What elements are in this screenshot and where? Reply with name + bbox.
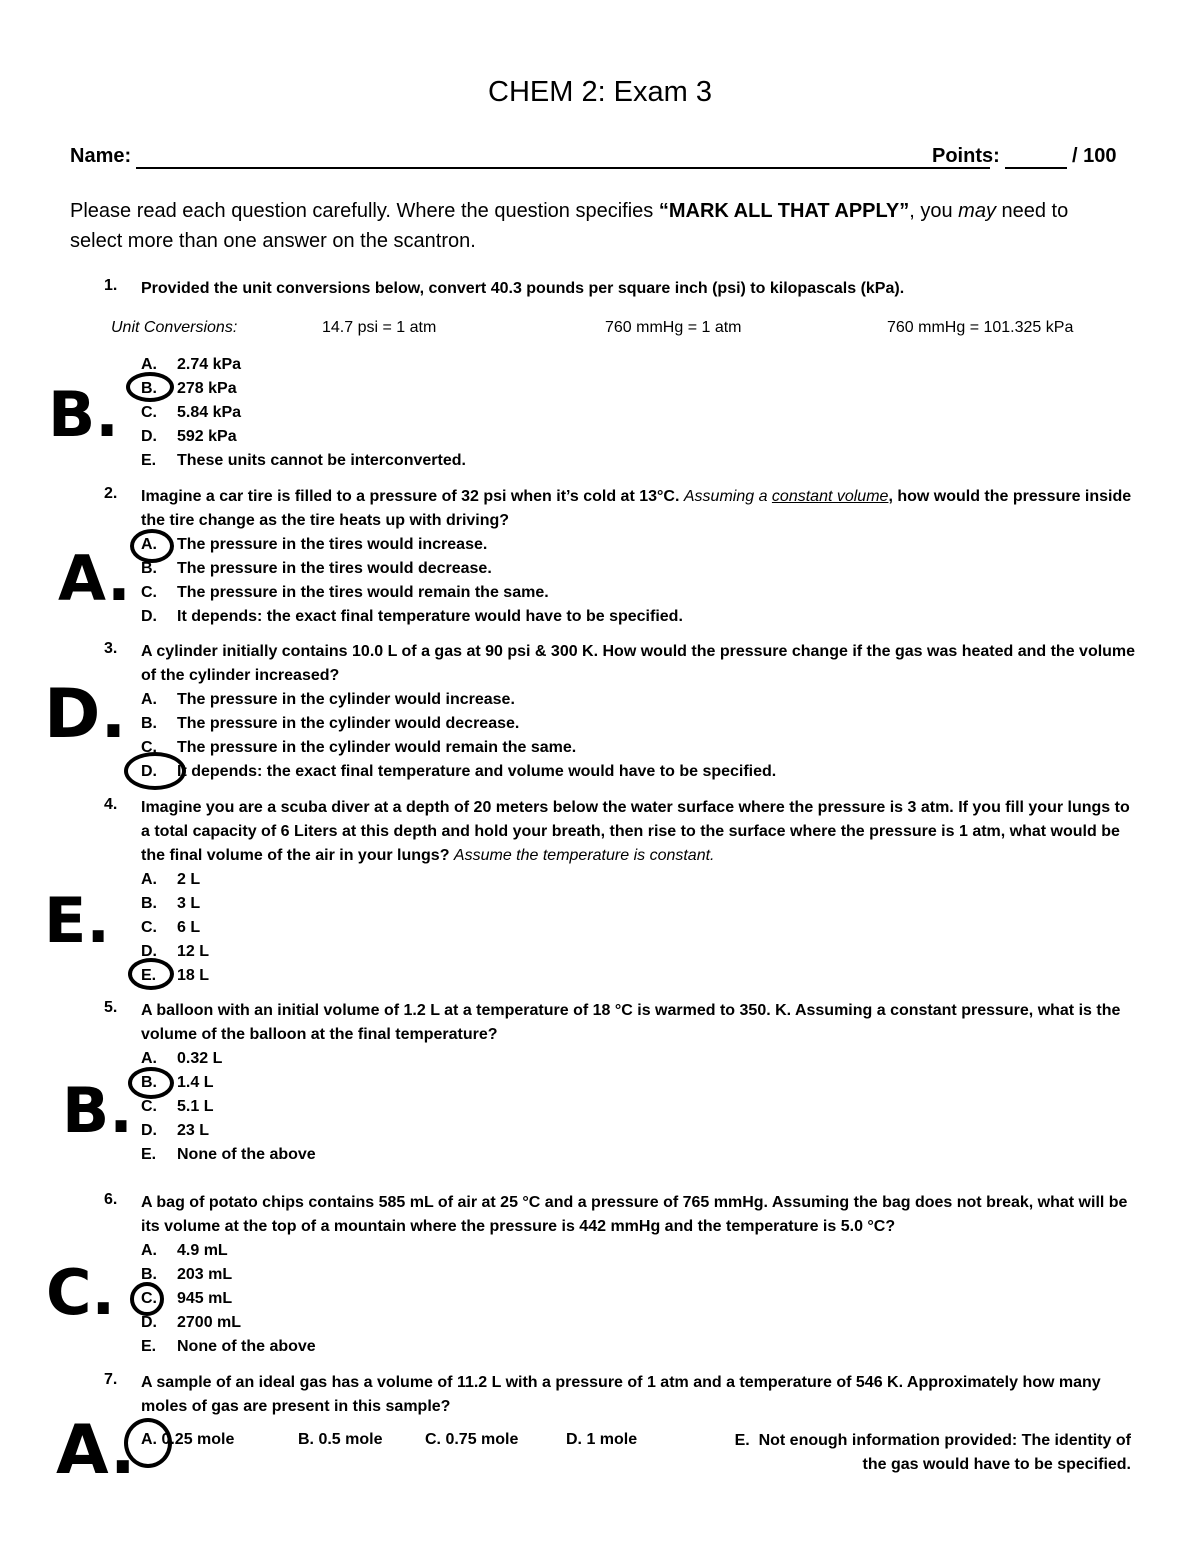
- answer-circle: [126, 372, 174, 402]
- option-e[interactable]: E. None of the above: [141, 1146, 316, 1163]
- answer-circle: [128, 958, 174, 990]
- conversion-3: 760 mmHg = 101.325 kPa: [887, 319, 1074, 336]
- answer-circle: [124, 752, 186, 790]
- option-d[interactable]: D. 592 kPa: [141, 428, 237, 445]
- answer-circle: [130, 1282, 164, 1316]
- option-b[interactable]: B. The pressure in the tires would decrease.: [141, 560, 492, 577]
- option-b[interactable]: B. 3 L: [141, 895, 201, 912]
- answer-circle: [128, 1067, 174, 1099]
- conversions-label: Unit Conversions:: [111, 319, 238, 336]
- name-field[interactable]: [136, 167, 990, 169]
- option-c[interactable]: C. 5.84 kPa: [141, 404, 242, 421]
- option-d[interactable]: D. It depends: the exact final temperature would have to be specified.: [141, 608, 683, 625]
- question-stem: A balloon with an initial volume of 1.2 L at a temperature of 18 °C is warmed to 350. K. Assuming a constant pressure, what is the volume of the balloon at the final temperature?: [141, 1002, 1121, 1043]
- points-total: / 100: [1072, 145, 1117, 167]
- option-d[interactable]: D. 1 mole: [566, 1431, 638, 1448]
- page-title: CHEM 2: Exam 3: [488, 76, 712, 108]
- question-stem: Imagine a car tire is filled to a pressure of 32 psi when it’s cold at 13°C. Assuming a constant volume, how would the pressure inside the tire change as the tire heats up with driving?: [141, 488, 1132, 529]
- option-d[interactable]: D. 23 L: [141, 1122, 210, 1139]
- option-a[interactable]: A. The pressure in the tires would increase.: [141, 536, 488, 553]
- option-c[interactable]: C. 0.75 mole: [425, 1431, 519, 1448]
- question-number: 2.: [104, 485, 118, 502]
- option-e[interactable]: E. Not enough information provided: The identity of the gas would have to be specified.: [734, 1432, 1131, 1473]
- option-e[interactable]: E. None of the above: [141, 1338, 316, 1355]
- question-number: 3.: [104, 640, 118, 657]
- option-d[interactable]: D. 2700 mL: [141, 1314, 242, 1331]
- handwritten-answer: B.: [48, 378, 119, 451]
- points-field[interactable]: [1005, 167, 1067, 169]
- question-number: 7.: [104, 1371, 118, 1388]
- option-a[interactable]: A. The pressure in the cylinder would increase.: [141, 691, 515, 708]
- option-c[interactable]: C. The pressure in the tires would remain the same.: [141, 584, 549, 601]
- option-a[interactable]: A. 2 L: [141, 871, 201, 888]
- option-c[interactable]: C. 5.1 L: [141, 1098, 214, 1115]
- question-number: 5.: [104, 999, 118, 1016]
- question-stem: A cylinder initially contains 10.0 L of a gas at 90 psi & 300 K. How would the pressure change if the gas was heated and the volume of the cylinder increased?: [141, 643, 1136, 684]
- option-a[interactable]: A. 0.32 L: [141, 1050, 223, 1067]
- handwritten-answer: C.: [46, 1256, 116, 1329]
- option-b[interactable]: B. The pressure in the cylinder would decrease.: [141, 715, 520, 732]
- option-b[interactable]: B. 1.4 L: [141, 1074, 214, 1091]
- handwritten-answer: E.: [44, 884, 110, 957]
- question-number: 6.: [104, 1191, 118, 1208]
- conversion-2: 760 mmHg = 1 atm: [605, 319, 742, 336]
- option-b[interactable]: B. 278 kPa: [141, 380, 237, 397]
- option-a[interactable]: A. 2.74 kPa: [141, 356, 242, 373]
- instructions: Please read each question carefully. Where the question specifies “MARK ALL THAT APPLY”, you may need to select more than one answer on the scantron.: [70, 200, 1069, 252]
- handwritten-answer: A.: [56, 1411, 136, 1490]
- option-e[interactable]: E. These units cannot be interconverted.: [141, 452, 466, 469]
- option-a[interactable]: A. 0.25 mole: [141, 1431, 235, 1448]
- question-stem: A sample of an ideal gas has a volume of 11.2 L with a pressure of 1 atm and a temperature of 546 K. Approximately how many moles of gas are present in this sample?: [141, 1374, 1101, 1415]
- option-e[interactable]: E. 18 L: [141, 967, 210, 984]
- question-number: 4.: [104, 796, 118, 813]
- name-label: Name:: [70, 145, 132, 167]
- option-c[interactable]: C. 6 L: [141, 919, 201, 936]
- conversion-1: 14.7 psi = 1 atm: [322, 319, 437, 336]
- option-b[interactable]: B. 203 mL: [141, 1266, 233, 1283]
- question-number: 1.: [104, 277, 118, 294]
- option-b[interactable]: B. 0.5 mole: [298, 1431, 383, 1448]
- handwritten-answer: D.: [44, 675, 127, 754]
- question-stem: Provided the unit conversions below, convert 40.3 pounds per square inch (psi) to kilopascals (kPa).: [141, 280, 905, 297]
- option-a[interactable]: A. 4.9 mL: [141, 1242, 228, 1259]
- handwritten-answer: B.: [62, 1074, 133, 1147]
- question-stem: Imagine you are a scuba diver at a depth of 20 meters below the water surface where the pressure is 3 atm. If you fill your lungs to a total capacity of 6 Liters at this depth and hold your breath, then rise to the surface where the pressure is 1 atm, what would be the final volume of the air in your lungs? Assume the temperature is constant.: [141, 799, 1130, 864]
- option-c[interactable]: C. The pressure in the cylinder would remain the same.: [141, 739, 577, 756]
- option-d[interactable]: D. 12 L: [141, 943, 210, 960]
- handwritten-answer: A.: [58, 542, 131, 615]
- option-c[interactable]: C. 945 mL: [141, 1290, 233, 1307]
- answer-circle: [130, 529, 174, 563]
- option-d[interactable]: D. It depends: the exact final temperature and volume would have to be specified.: [141, 763, 777, 780]
- question-stem: A bag of potato chips contains 585 mL of air at 25 °C and a pressure of 765 mmHg. Assuming the bag does not break, what will be its volume at the top of a mountain where the pressure is 442 mmHg and the temperature is 5.0 °C?: [141, 1194, 1128, 1235]
- name-points-row: [70, 145, 1130, 175]
- points-label: Points:: [932, 145, 1000, 167]
